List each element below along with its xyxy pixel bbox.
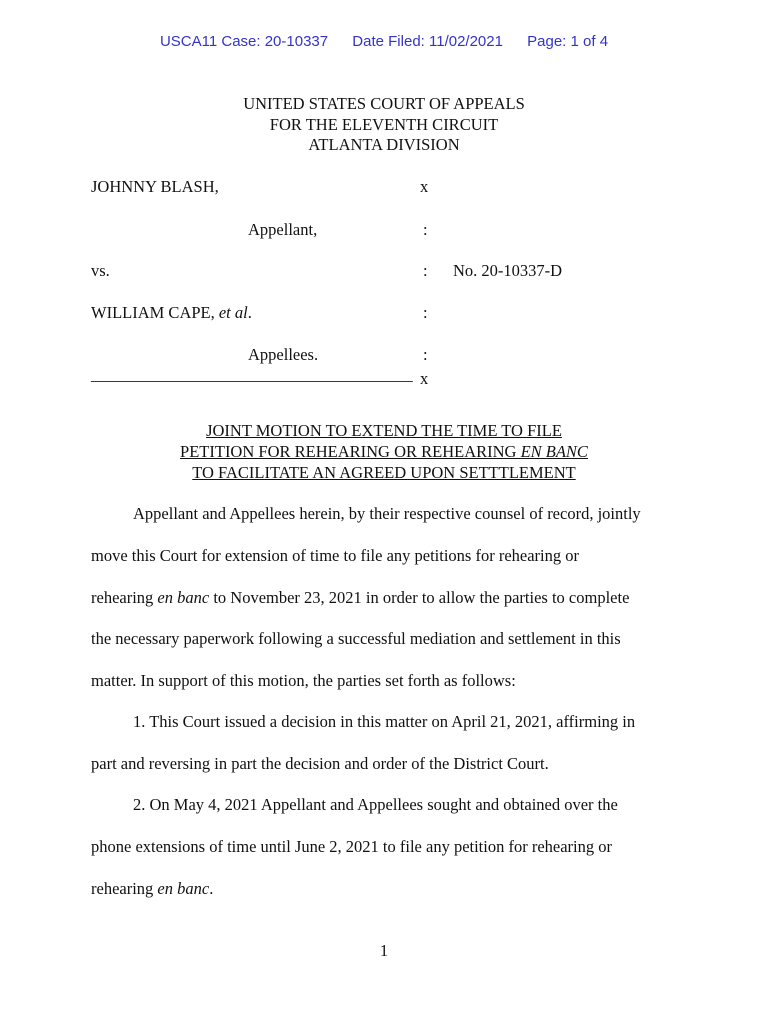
title-line-2: PETITION FOR REHEARING OR REHEARING EN BANC: [180, 442, 588, 461]
item-2-line-1: 2. On May 4, 2021 Appellant and Appellees sought and obtained over the: [133, 795, 618, 814]
page-number: 1: [379, 941, 389, 960]
caption-colon-2: :: [423, 261, 428, 280]
item-1-line-1: 1. This Court issued a decision in this matter on April 21, 2021, affirming in: [133, 712, 636, 731]
circuit-line: FOR THE ELEVENTH CIRCUIT: [269, 114, 499, 134]
division-line: ATLANTA DIVISION: [308, 135, 460, 154]
caption-x-top: x: [420, 177, 429, 196]
title-line-3: TO FACILITATE AN AGREED UPON SETTTLEMENT: [192, 463, 576, 482]
title-line-1: JOINT MOTION TO EXTEND THE TIME TO FILE: [206, 421, 562, 440]
paragraph-1-line-5: matter. In support of this motion, the parties set forth as follows:: [91, 671, 516, 690]
caption-divider: _______________________________________: [91, 365, 413, 384]
paragraph-1-line-2: move this Court for extension of time to file any petitions for rehearing or: [91, 546, 580, 565]
court-name-line: UNITED STATES COURT OF APPEALS: [243, 94, 525, 113]
caption-x-bottom: x: [420, 369, 429, 388]
stamp-page-count: Page: 1 of 4: [527, 33, 609, 50]
appellant-name: JOHNNY BLASH,: [91, 177, 219, 196]
stamp-date-filed: Date Filed: 11/02/2021: [352, 33, 503, 50]
versus-label: vs.: [91, 261, 110, 280]
appellee-role: Appellees.: [248, 345, 319, 364]
paragraph-1-line-4: the necessary paperwork following a successful mediation and settlement in this: [91, 629, 621, 648]
caption-colon-3: :: [423, 303, 428, 322]
motion-title: [0, 420, 768, 483]
item-1-line-2: part and reversing in part the decision and order of the District Court.: [91, 754, 549, 773]
item-2-line-3: rehearing en banc.: [91, 879, 214, 898]
docket-number: No. 20-10337-D: [453, 261, 563, 280]
paragraph-1-line-1: Appellant and Appellees herein, by their respective counsel of record, jointly: [133, 504, 641, 523]
caption-colon-4: :: [423, 345, 428, 364]
paragraph-1-line-3: rehearing en banc to November 23, 2021 in order to allow the parties to complete: [91, 588, 630, 607]
court-heading: [0, 94, 768, 156]
stamp-case-number: USCA11 Case: 20-10337: [159, 33, 329, 50]
appellant-role: Appellant,: [248, 220, 318, 239]
et-al-italic: et al: [218, 303, 248, 322]
caption-colon-1: :: [423, 220, 428, 239]
item-2-line-2: phone extensions of time until June 2, 2021 to file any petition for rehearing or: [91, 837, 613, 856]
appellee-name: WILLIAM CAPE, et al.: [91, 303, 252, 322]
filing-stamp: [0, 33, 768, 50]
